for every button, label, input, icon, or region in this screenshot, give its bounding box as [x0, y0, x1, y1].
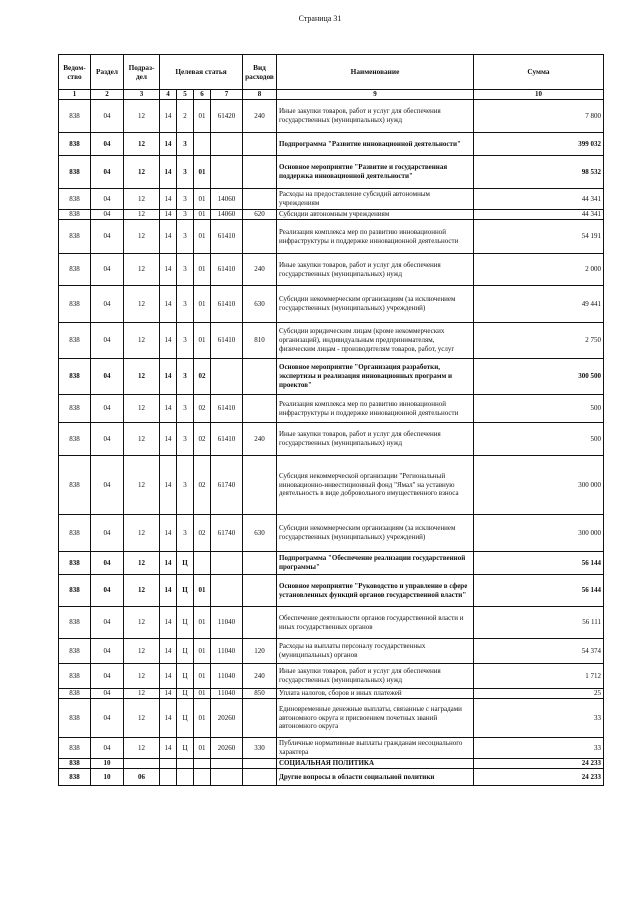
cell-celevaya-4: 61420 [211, 100, 243, 133]
cell-vid-rashodov [243, 220, 277, 254]
cell-celevaya-1: 14 [160, 254, 177, 286]
cell-vedomstvo: 838 [59, 323, 91, 359]
cell-vid-rashodov: 850 [243, 689, 277, 699]
cell-celevaya-2: 3 [177, 210, 194, 220]
header-vedomstvo: Ведом-ство [59, 55, 91, 90]
cell-celevaya-4 [211, 359, 243, 395]
cell-celevaya-2: 3 [177, 359, 194, 395]
cell-vid-rashodov [243, 575, 277, 607]
cell-summa: 300 500 [474, 359, 604, 395]
cell-podrazdel: 12 [124, 395, 160, 423]
cell-summa: 44 341 [474, 210, 604, 220]
cell-celevaya-3: 01 [194, 220, 211, 254]
cell-summa: 300 000 [474, 515, 604, 552]
cell-celevaya-1: 14 [160, 607, 177, 639]
cell-podrazdel: 06 [124, 769, 160, 786]
cell-vid-rashodov: 240 [243, 423, 277, 456]
cell-vedomstvo: 838 [59, 575, 91, 607]
cell-celevaya-2: 3 [177, 423, 194, 456]
cell-naimenovanie: Субсидии юридическим лицам (кроме некоммерческих организаций), индивидуальным предпринимателям, физическим лицам - производителям товаров, работ, услуг [277, 323, 474, 359]
cell-summa: 7 800 [474, 100, 604, 133]
cell-celevaya-3: 01 [194, 210, 211, 220]
table-row [59, 359, 604, 395]
column-number: 1 [59, 90, 91, 100]
cell-celevaya-2: Ц [177, 664, 194, 689]
cell-celevaya-4 [211, 552, 243, 575]
cell-naimenovanie: Иные закупки товаров, работ и услуг для обеспечения государственных (муниципальных) нужд [277, 254, 474, 286]
cell-celevaya-4: 61410 [211, 395, 243, 423]
cell-vedomstvo: 838 [59, 423, 91, 456]
cell-vid-rashodov [243, 456, 277, 515]
cell-razdel: 10 [91, 769, 124, 786]
column-number: 8 [243, 90, 277, 100]
cell-naimenovanie: Иные закупки товаров, работ и услуг для обеспечения государственных (муниципальных) нужд [277, 100, 474, 133]
cell-vid-rashodov: 120 [243, 639, 277, 664]
table-row [59, 189, 604, 210]
cell-vid-rashodov: 630 [243, 515, 277, 552]
cell-celevaya-3 [194, 759, 211, 769]
cell-vid-rashodov: 240 [243, 664, 277, 689]
cell-podrazdel: 12 [124, 575, 160, 607]
table-row [59, 220, 604, 254]
cell-podrazdel: 12 [124, 100, 160, 133]
cell-naimenovanie: Единовременные денежные выплаты, связанные с наградами автономного округа и присвоением почетных званий автономного округа [277, 699, 474, 738]
table-row [59, 423, 604, 456]
cell-vedomstvo: 838 [59, 552, 91, 575]
cell-summa: 33 [474, 738, 604, 759]
cell-celevaya-1: 14 [160, 552, 177, 575]
cell-celevaya-1: 14 [160, 100, 177, 133]
cell-celevaya-4: 20260 [211, 699, 243, 738]
cell-celevaya-1: 14 [160, 286, 177, 323]
cell-celevaya-3: 01 [194, 286, 211, 323]
cell-celevaya-2: Ц [177, 575, 194, 607]
cell-celevaya-4: 11040 [211, 607, 243, 639]
cell-razdel: 04 [91, 515, 124, 552]
cell-razdel: 04 [91, 456, 124, 515]
cell-summa: 24 233 [474, 759, 604, 769]
table-row [59, 133, 604, 156]
cell-podrazdel [124, 759, 160, 769]
table-row [59, 515, 604, 552]
column-number: 6 [194, 90, 211, 100]
cell-naimenovanie: Субсидия некоммерческой организации "Региональный инновационно-инвестиционный фонд "Ямал" на уставную деятельность в виде добровольного имущественного взноса [277, 456, 474, 515]
table-row [59, 156, 604, 189]
cell-summa: 399 032 [474, 133, 604, 156]
cell-celevaya-2: 3 [177, 189, 194, 210]
column-number: 2 [91, 90, 124, 100]
cell-celevaya-3 [194, 769, 211, 786]
table-row [59, 286, 604, 323]
cell-celevaya-1: 14 [160, 575, 177, 607]
cell-celevaya-2: Ц [177, 552, 194, 575]
cell-celevaya-3: 01 [194, 699, 211, 738]
table-row [59, 769, 604, 786]
cell-razdel: 04 [91, 100, 124, 133]
cell-summa: 500 [474, 395, 604, 423]
cell-summa: 56 111 [474, 607, 604, 639]
column-number: 4 [160, 90, 177, 100]
cell-razdel: 04 [91, 220, 124, 254]
cell-celevaya-3: 01 [194, 664, 211, 689]
cell-celevaya-4: 61410 [211, 423, 243, 456]
cell-celevaya-1: 14 [160, 738, 177, 759]
cell-vedomstvo: 838 [59, 100, 91, 133]
cell-podrazdel: 12 [124, 689, 160, 699]
cell-vedomstvo: 838 [59, 220, 91, 254]
cell-naimenovanie: Уплата налогов, сборов и иных платежей [277, 689, 474, 699]
cell-vedomstvo: 838 [59, 456, 91, 515]
cell-celevaya-1: 14 [160, 156, 177, 189]
cell-celevaya-2: 3 [177, 323, 194, 359]
cell-vedomstvo: 838 [59, 607, 91, 639]
table-row [59, 100, 604, 133]
table-row [59, 607, 604, 639]
cell-razdel: 04 [91, 210, 124, 220]
cell-celevaya-4: 11040 [211, 639, 243, 664]
cell-celevaya-4: 14060 [211, 189, 243, 210]
header-celevaya-statya: Целевая статья [160, 55, 243, 90]
cell-celevaya-2: 3 [177, 456, 194, 515]
cell-summa: 500 [474, 423, 604, 456]
cell-celevaya-2 [177, 769, 194, 786]
cell-naimenovanie: Иные закупки товаров, работ и услуг для обеспечения государственных (муниципальных) нужд [277, 664, 474, 689]
cell-naimenovanie: Публичные нормативные выплаты гражданам несоциального характера [277, 738, 474, 759]
cell-celevaya-1: 14 [160, 323, 177, 359]
header-razdel: Раздел [91, 55, 124, 90]
cell-celevaya-1: 14 [160, 210, 177, 220]
cell-podrazdel: 12 [124, 515, 160, 552]
cell-celevaya-2 [177, 759, 194, 769]
cell-podrazdel: 12 [124, 664, 160, 689]
cell-vid-rashodov: 330 [243, 738, 277, 759]
cell-vid-rashodov [243, 552, 277, 575]
cell-vedomstvo: 838 [59, 254, 91, 286]
cell-celevaya-3: 02 [194, 395, 211, 423]
cell-celevaya-1: 14 [160, 359, 177, 395]
budget-table [58, 54, 604, 786]
table-row [59, 639, 604, 664]
cell-vedomstvo: 838 [59, 359, 91, 395]
cell-podrazdel: 12 [124, 254, 160, 286]
header-naimenovanie: Наименование [277, 55, 474, 90]
cell-vid-rashodov [243, 759, 277, 769]
cell-podrazdel: 12 [124, 133, 160, 156]
cell-podrazdel: 12 [124, 359, 160, 395]
cell-celevaya-2: 3 [177, 156, 194, 189]
cell-celevaya-2: Ц [177, 689, 194, 699]
cell-celevaya-1: 14 [160, 639, 177, 664]
cell-celevaya-2: Ц [177, 607, 194, 639]
cell-vedomstvo: 838 [59, 639, 91, 664]
table-row [59, 759, 604, 769]
cell-vid-rashodov [243, 607, 277, 639]
cell-celevaya-3: 01 [194, 689, 211, 699]
cell-vedomstvo: 838 [59, 210, 91, 220]
table-row [59, 254, 604, 286]
cell-naimenovanie: Иные закупки товаров, работ и услуг для обеспечения государственных (муниципальных) нужд [277, 423, 474, 456]
table-row [59, 210, 604, 220]
cell-podrazdel: 12 [124, 699, 160, 738]
cell-razdel: 04 [91, 254, 124, 286]
cell-razdel: 04 [91, 189, 124, 210]
cell-naimenovanie: Реализация комплекса мер по развитию инновационной инфраструктуры и поддержке инновационной деятельности [277, 395, 474, 423]
cell-naimenovanie: Субсидии некоммерческим организациям (за исключением государственных (муниципальных) учреждений) [277, 515, 474, 552]
cell-celevaya-4 [211, 133, 243, 156]
cell-vedomstvo: 838 [59, 189, 91, 210]
cell-naimenovanie: Подпрограмма "Развитие инновационной деятельности" [277, 133, 474, 156]
cell-celevaya-4: 61410 [211, 254, 243, 286]
cell-celevaya-3 [194, 133, 211, 156]
cell-razdel: 04 [91, 639, 124, 664]
cell-razdel: 04 [91, 575, 124, 607]
cell-naimenovanie: Расходы на предоставление субсидий автономным учреждениям [277, 189, 474, 210]
cell-celevaya-3: 01 [194, 100, 211, 133]
column-number: 5 [177, 90, 194, 100]
cell-podrazdel: 12 [124, 738, 160, 759]
cell-celevaya-1 [160, 769, 177, 786]
cell-razdel: 04 [91, 359, 124, 395]
cell-vid-rashodov [243, 699, 277, 738]
cell-celevaya-1: 14 [160, 395, 177, 423]
cell-vid-rashodov: 630 [243, 286, 277, 323]
cell-celevaya-3: 02 [194, 456, 211, 515]
cell-celevaya-2: 2 [177, 100, 194, 133]
cell-celevaya-2: 3 [177, 254, 194, 286]
cell-naimenovanie: Обеспечение деятельности органов государственной власти и иных государственных органов [277, 607, 474, 639]
cell-podrazdel: 12 [124, 607, 160, 639]
cell-celevaya-4 [211, 769, 243, 786]
cell-celevaya-4: 11040 [211, 664, 243, 689]
cell-celevaya-1: 14 [160, 456, 177, 515]
cell-celevaya-4: 61410 [211, 286, 243, 323]
column-number: 7 [211, 90, 243, 100]
cell-vid-rashodov: 810 [243, 323, 277, 359]
cell-razdel: 04 [91, 552, 124, 575]
cell-celevaya-1: 14 [160, 699, 177, 738]
cell-vedomstvo: 838 [59, 664, 91, 689]
cell-razdel: 04 [91, 423, 124, 456]
cell-summa: 2 000 [474, 254, 604, 286]
cell-celevaya-1 [160, 759, 177, 769]
cell-podrazdel: 12 [124, 639, 160, 664]
cell-celevaya-4 [211, 156, 243, 189]
cell-celevaya-2: Ц [177, 639, 194, 664]
header-row [59, 55, 604, 90]
cell-celevaya-4 [211, 759, 243, 769]
cell-celevaya-4 [211, 575, 243, 607]
cell-celevaya-3: 01 [194, 639, 211, 664]
header-vid-rashodov: Вид расходов [243, 55, 277, 90]
cell-celevaya-4: 61410 [211, 220, 243, 254]
cell-vid-rashodov [243, 133, 277, 156]
cell-vedomstvo: 838 [59, 689, 91, 699]
cell-summa: 54 191 [474, 220, 604, 254]
table-body [59, 100, 604, 786]
cell-celevaya-1: 14 [160, 423, 177, 456]
header-summa: Сумма [474, 55, 604, 90]
cell-celevaya-1: 14 [160, 133, 177, 156]
cell-razdel: 04 [91, 133, 124, 156]
cell-celevaya-2: 3 [177, 515, 194, 552]
cell-razdel: 04 [91, 607, 124, 639]
cell-naimenovanie: Другие вопросы в области социальной политики [277, 769, 474, 786]
cell-vid-rashodov: 240 [243, 100, 277, 133]
cell-podrazdel: 12 [124, 189, 160, 210]
cell-celevaya-3: 01 [194, 254, 211, 286]
cell-celevaya-4: 20260 [211, 738, 243, 759]
cell-naimenovanie: Расходы на выплаты персоналу государственных (муниципальных) органов [277, 639, 474, 664]
cell-razdel: 04 [91, 699, 124, 738]
cell-naimenovanie: Реализация комплекса мер по развитию инновационной инфраструктуры и поддержке инновационной деятельности [277, 220, 474, 254]
cell-summa: 56 144 [474, 552, 604, 575]
table-row [59, 323, 604, 359]
cell-vid-rashodov [243, 156, 277, 189]
cell-vid-rashodov: 240 [243, 254, 277, 286]
cell-celevaya-2: Ц [177, 738, 194, 759]
cell-summa: 49 441 [474, 286, 604, 323]
cell-celevaya-1: 14 [160, 189, 177, 210]
cell-podrazdel: 12 [124, 423, 160, 456]
cell-vedomstvo: 838 [59, 395, 91, 423]
cell-podrazdel: 12 [124, 323, 160, 359]
cell-celevaya-2: 3 [177, 395, 194, 423]
cell-naimenovanie: Субсидии автономным учреждениям [277, 210, 474, 220]
cell-naimenovanie: Основное мероприятие "Развитие и государственная поддержка инновационной деятельности" [277, 156, 474, 189]
table-row [59, 456, 604, 515]
cell-razdel: 04 [91, 689, 124, 699]
cell-summa: 1 712 [474, 664, 604, 689]
cell-podrazdel: 12 [124, 156, 160, 189]
cell-celevaya-4: 11040 [211, 689, 243, 699]
cell-celevaya-3: 01 [194, 575, 211, 607]
table-row [59, 689, 604, 699]
cell-celevaya-3 [194, 552, 211, 575]
cell-celevaya-3: 02 [194, 359, 211, 395]
cell-razdel: 04 [91, 738, 124, 759]
cell-naimenovanie: Основное мероприятие "Организация разработки, экспертизы и реализация инновационных программ и проектов" [277, 359, 474, 395]
table-row [59, 699, 604, 738]
header-podrazdel: Подраз-дел [124, 55, 160, 90]
cell-razdel: 04 [91, 323, 124, 359]
cell-summa: 44 341 [474, 189, 604, 210]
cell-razdel: 04 [91, 395, 124, 423]
cell-vedomstvo: 838 [59, 738, 91, 759]
cell-summa: 24 233 [474, 769, 604, 786]
page-number: Страница 31 [298, 14, 342, 23]
cell-vedomstvo: 838 [59, 769, 91, 786]
cell-naimenovanie: Субсидии некоммерческим организациям (за исключением государственных (муниципальных) учреждений) [277, 286, 474, 323]
cell-summa: 54 374 [474, 639, 604, 664]
cell-vedomstvo: 838 [59, 133, 91, 156]
cell-razdel: 04 [91, 664, 124, 689]
cell-celevaya-2: Ц [177, 699, 194, 738]
cell-summa: 2 750 [474, 323, 604, 359]
cell-celevaya-2: 3 [177, 133, 194, 156]
cell-celevaya-1: 14 [160, 220, 177, 254]
cell-celevaya-4: 14060 [211, 210, 243, 220]
cell-vid-rashodov [243, 359, 277, 395]
cell-celevaya-1: 14 [160, 664, 177, 689]
cell-summa: 25 [474, 689, 604, 699]
cell-celevaya-2: 3 [177, 286, 194, 323]
cell-celevaya-3: 02 [194, 423, 211, 456]
cell-podrazdel: 12 [124, 220, 160, 254]
cell-podrazdel: 12 [124, 286, 160, 323]
cell-celevaya-1: 14 [160, 515, 177, 552]
cell-vid-rashodov: 620 [243, 210, 277, 220]
column-number-row [59, 90, 604, 100]
table-row [59, 552, 604, 575]
cell-celevaya-3: 01 [194, 156, 211, 189]
column-number: 10 [474, 90, 604, 100]
cell-podrazdel: 12 [124, 552, 160, 575]
cell-celevaya-4: 61740 [211, 515, 243, 552]
cell-celevaya-3: 01 [194, 189, 211, 210]
cell-naimenovanie: Основное мероприятие "Руководство и управление в сфере установленных функций органов государственной власти" [277, 575, 474, 607]
cell-razdel: 10 [91, 759, 124, 769]
cell-vedomstvo: 838 [59, 759, 91, 769]
cell-celevaya-3: 01 [194, 323, 211, 359]
cell-naimenovanie: Подпрограмма "Обеспечение реализации государственной программы" [277, 552, 474, 575]
cell-podrazdel: 12 [124, 456, 160, 515]
cell-summa: 56 144 [474, 575, 604, 607]
cell-vid-rashodov [243, 189, 277, 210]
table-row [59, 664, 604, 689]
cell-summa: 98 532 [474, 156, 604, 189]
cell-vedomstvo: 838 [59, 156, 91, 189]
cell-podrazdel: 12 [124, 210, 160, 220]
cell-naimenovanie: СОЦИАЛЬНАЯ ПОЛИТИКА [277, 759, 474, 769]
column-number: 9 [277, 90, 474, 100]
cell-celevaya-4: 61740 [211, 456, 243, 515]
cell-celevaya-3: 01 [194, 738, 211, 759]
cell-celevaya-2: 3 [177, 220, 194, 254]
cell-celevaya-3: 01 [194, 607, 211, 639]
cell-vedomstvo: 838 [59, 699, 91, 738]
table-row [59, 575, 604, 607]
column-number: 3 [124, 90, 160, 100]
cell-vedomstvo: 838 [59, 515, 91, 552]
cell-vedomstvo: 838 [59, 286, 91, 323]
cell-vid-rashodov [243, 395, 277, 423]
table-row [59, 395, 604, 423]
cell-celevaya-4: 61410 [211, 323, 243, 359]
cell-summa: 33 [474, 699, 604, 738]
table-row [59, 738, 604, 759]
cell-celevaya-1: 14 [160, 689, 177, 699]
cell-celevaya-3: 02 [194, 515, 211, 552]
cell-vid-rashodov [243, 769, 277, 786]
cell-summa: 300 000 [474, 456, 604, 515]
cell-razdel: 04 [91, 156, 124, 189]
cell-razdel: 04 [91, 286, 124, 323]
